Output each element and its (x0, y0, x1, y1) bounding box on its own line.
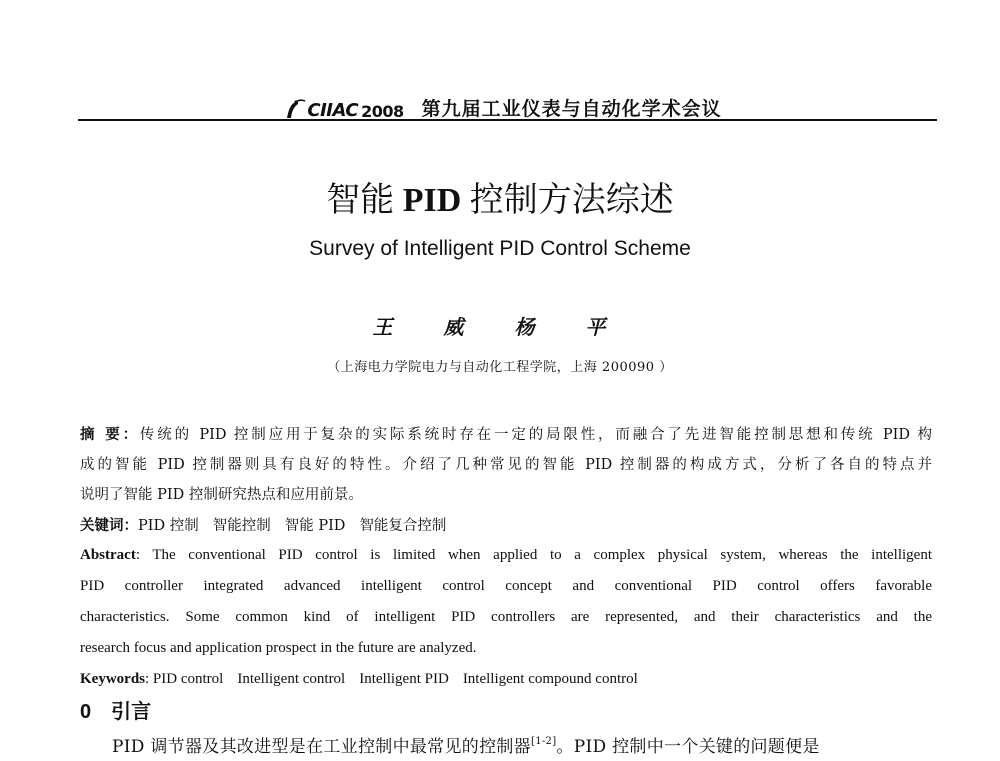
keyword-cn-1: PID 控制 (138, 518, 199, 534)
keyword-en-3: Intelligent PID (359, 671, 449, 687)
abstract-cn (80, 419, 932, 541)
conference-title: 第九届工业仪表与自动化学术会议 (421, 98, 722, 120)
intro-text-after: 。PID 控制中一个关键的问题便是 (556, 737, 820, 757)
paper-title-en: Survey of Intelligent PID Control Scheme (309, 237, 691, 260)
keyword-en-4: Intelligent compound control (462, 671, 638, 687)
section-heading-introduction (80, 698, 151, 725)
abstract-en-line-4: research focus and application prospect in the future are analyzed. (80, 640, 477, 656)
keyword-cn-4: 智能复合控制 (359, 518, 447, 534)
logo-year: 2008 (361, 102, 404, 121)
abstract-en-line-2: PID controller integrated advanced intelligent control concept and conventional PID control offers favorable (80, 578, 932, 594)
logo-swoosh-icon (284, 98, 306, 120)
section-number: 0 (80, 701, 92, 723)
keywords-cn-label: 关键词： (80, 517, 138, 534)
keywords-en-label: Keywords (80, 671, 145, 687)
keyword-cn-2: 智能控制 (212, 518, 271, 534)
title-cn-pid: PID (394, 182, 470, 219)
logo-text: CIIAC (307, 100, 359, 121)
abstract-cn-line-3: 说明了智能 PID 控制研究热点和应用前景。 (80, 487, 363, 503)
keywords-cn (80, 510, 932, 541)
intro-text-before: PID 调节器及其改进型是在工业控制中最常见的控制器 (112, 737, 531, 757)
keyword-cn-3: 智能 PID (284, 518, 346, 534)
title-cn-suffix: 控制方法综述 (469, 180, 674, 220)
abstract-en-line-1: Abstract: The conventional PID control is limited when applied to a complex physical system, whereas the intelligent (80, 547, 932, 563)
abstract-cn-line-2: 成的智能 PID 控制器则具有良好的特性。介绍了几种常见的智能 PID 控制器的构成方式，分析了各自的特点并 (80, 457, 932, 473)
intro-paragraph (112, 728, 936, 761)
conference-logo (284, 98, 421, 120)
keyword-en-1: PID control (152, 671, 224, 687)
abstract-en-label: Abstract (80, 547, 136, 563)
authors: 王 威 杨 平 (372, 315, 628, 339)
abstract-cn-label: 摘 要： (80, 426, 140, 443)
abstract-en (80, 540, 932, 695)
header-rule (78, 119, 937, 121)
citation: [1-2] (531, 736, 557, 747)
affiliation: （上海电力学院电力与自动化工程学院，上海 200090 ） (327, 360, 673, 375)
abstract-cn-line-1: 摘 要：传统的 PID 控制应用于复杂的实际系统时存在一定的局限性，而融合了先进智能控制思想和传统 PID 构 (80, 426, 932, 443)
keywords-en: Keywords: PID control Intelligent control Intelligent PID Intelligent compound control (80, 671, 638, 687)
section-title: 引言 (111, 699, 152, 723)
title-cn-prefix: 智能 (326, 180, 395, 220)
abstract-en-line-3: characteristics. Some common kind of intelligent PID controllers are represented, and their characteristics and the (80, 609, 932, 625)
paper-title-cn (0, 180, 1000, 221)
keyword-en-2: Intelligent control (237, 671, 346, 687)
running-header (0, 88, 1000, 120)
